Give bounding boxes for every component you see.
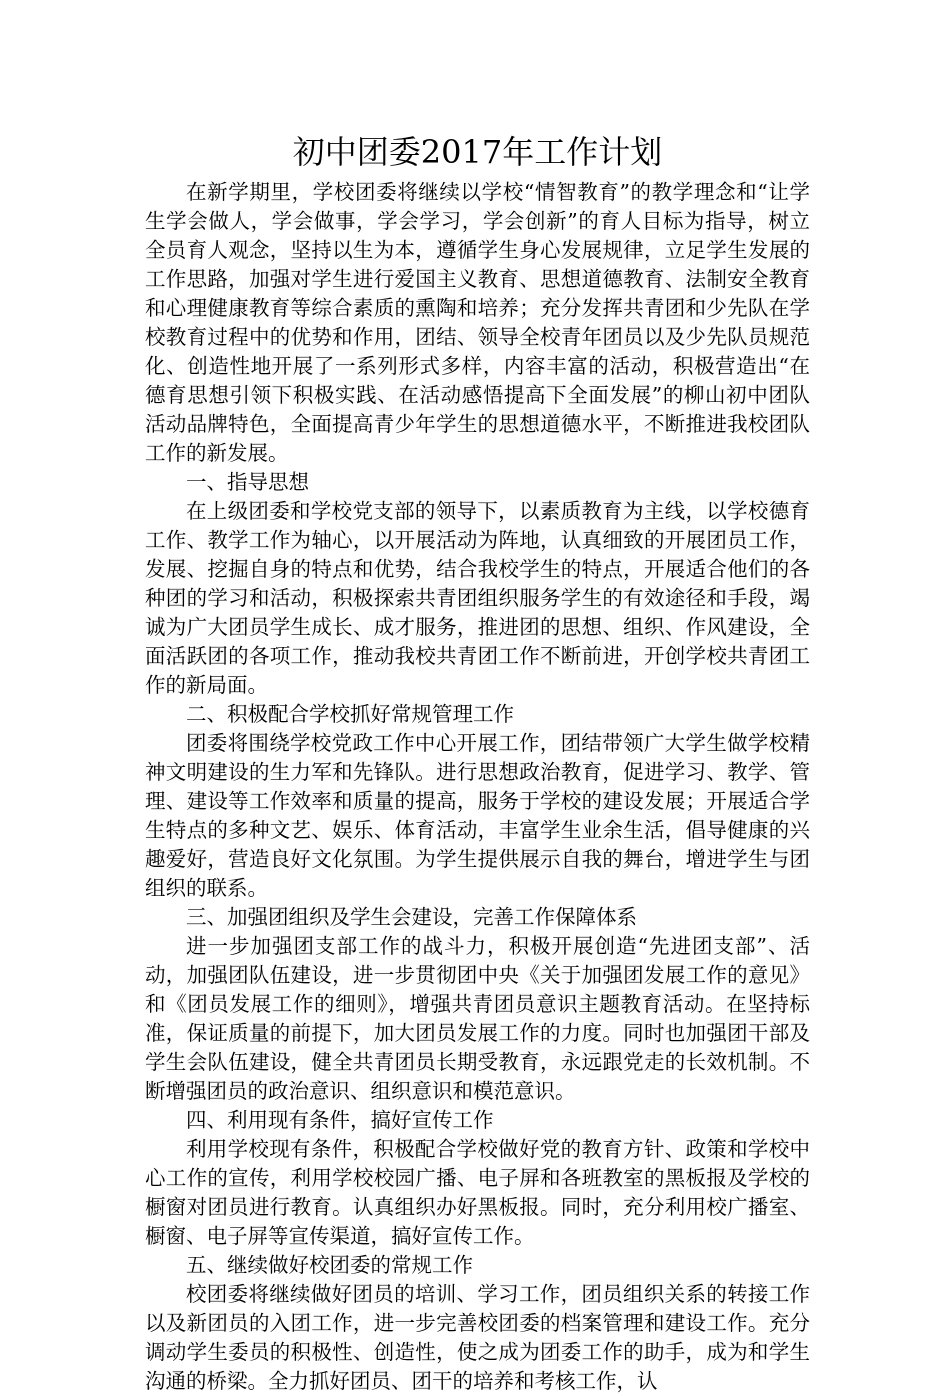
section-heading-routine-work: 五、继续做好校团委的常规工作 bbox=[186, 1253, 473, 1277]
document-title: 初中团委2017年工作计划 bbox=[292, 133, 663, 171]
section-body-organization-building: 进一步加强团支部工作的战斗力，积极开展创造“先进团支部”、活动，加强团队伍建设，进一步贯彻团中央《关于加强团发展工作的意见》和《团员发展工作的细则》，增强共青团员意识主题教育活动。在坚持标准，保证质量的前提下，加大团员发展工作的力度。同时也加强团干部及学生会队伍建设，健全共青团员长期受教育，永远跟党走的长效机制。不断增强团员的政治意识、组织意识和模范意识。 bbox=[145, 934, 810, 1103]
section-heading-guiding-thought: 一、指导思想 bbox=[186, 470, 309, 494]
document-page bbox=[145, 128, 810, 1396]
section-heading-publicity: 四、利用现有条件，搞好宣传工作 bbox=[186, 1108, 494, 1132]
intro-paragraph: 在新学期里，学校团委将继续以学校“情智教育”的教学理念和“让学生学会做人，学会做事，学会学习，学会创新”的育人目标为指导，树立全员育人观念，坚持以生为本，遵循学生身心发展规律，立足学生发展的工作思路，加强对学生进行爱国主义教育、思想道德教育、法制安全教育和心理健康教育等综合素质的熏陶和培养；充分发挥共青团和少先队在学校教育过程中的优势和作用，团结、领导全校青年团员以及少先队员规范化、创造性地开展了一系列形式多样，内容丰富的活动，积极营造出“在德育思想引领下积极实践、在活动感悟提高下全面发展”的柳山初中团队活动品牌特色，全面提高青少年学生的思想道德水平，不断推进我校团队工作的新发展。 bbox=[145, 180, 810, 465]
section-body-routine-management: 团委将围绕学校党政工作中心开展工作，团结带领广大学生做学校精神文明建设的生力军和先锋队。进行思想政治教育，促进学习、教学、管理、建设等工作效率和质量的提高，服务于学校的建设发展；开展适合学生特点的多种文艺、娱乐、体育活动，丰富学生业余生活，倡导健康的兴趣爱好，营造良好文化氛围。为学生提供展示自我的舞台，增进学生与团组织的联系。 bbox=[145, 731, 810, 900]
section-body-guiding-thought: 在上级团委和学校党支部的领导下，以素质教育为主线，以学校德育工作、教学工作为轴心，以开展活动为阵地，认真细致的开展团员工作，发展、挖掘自身的特点和优势，结合我校学生的特点，开展适合他们的各种团的学习和活动，积极探索共青团组织服务学生的有效途径和手段，竭诚为广大团员学生成长、成才服务，推进团的思想、组织、作风建设，全面活跃团的各项工作，推动我校共青团工作不断前进，开创学校共青团工作的新局面。 bbox=[145, 499, 810, 697]
section-body-routine-work: 校团委将继续做好团员的培训、学习工作，团员组织关系的转接工作以及新团员的入团工作，进一步完善校团委的档案管理和建设工作。充分调动学生委员的积极性、创造性，使之成为团委工作的助手，成为和学生沟通的桥梁。全力抓好团员、团干的培养和考核工作，认 bbox=[145, 1282, 810, 1393]
section-heading-routine-management: 二、积极配合学校抓好常规管理工作 bbox=[186, 702, 514, 726]
section-heading-organization-building: 三、加强团组织及学生会建设，完善工作保障体系 bbox=[186, 905, 637, 929]
section-body-publicity: 利用学校现有条件，积极配合学校做好党的教育方针、政策和学校中心工作的宣传，利用学校校园广播、电子屏和各班教室的黑板报及学校的橱窗对团员进行教育。认真组织办好黑板报。同时，充分利用校广播室、橱窗、电子屏等宣传渠道，搞好宣传工作。 bbox=[145, 1137, 810, 1248]
